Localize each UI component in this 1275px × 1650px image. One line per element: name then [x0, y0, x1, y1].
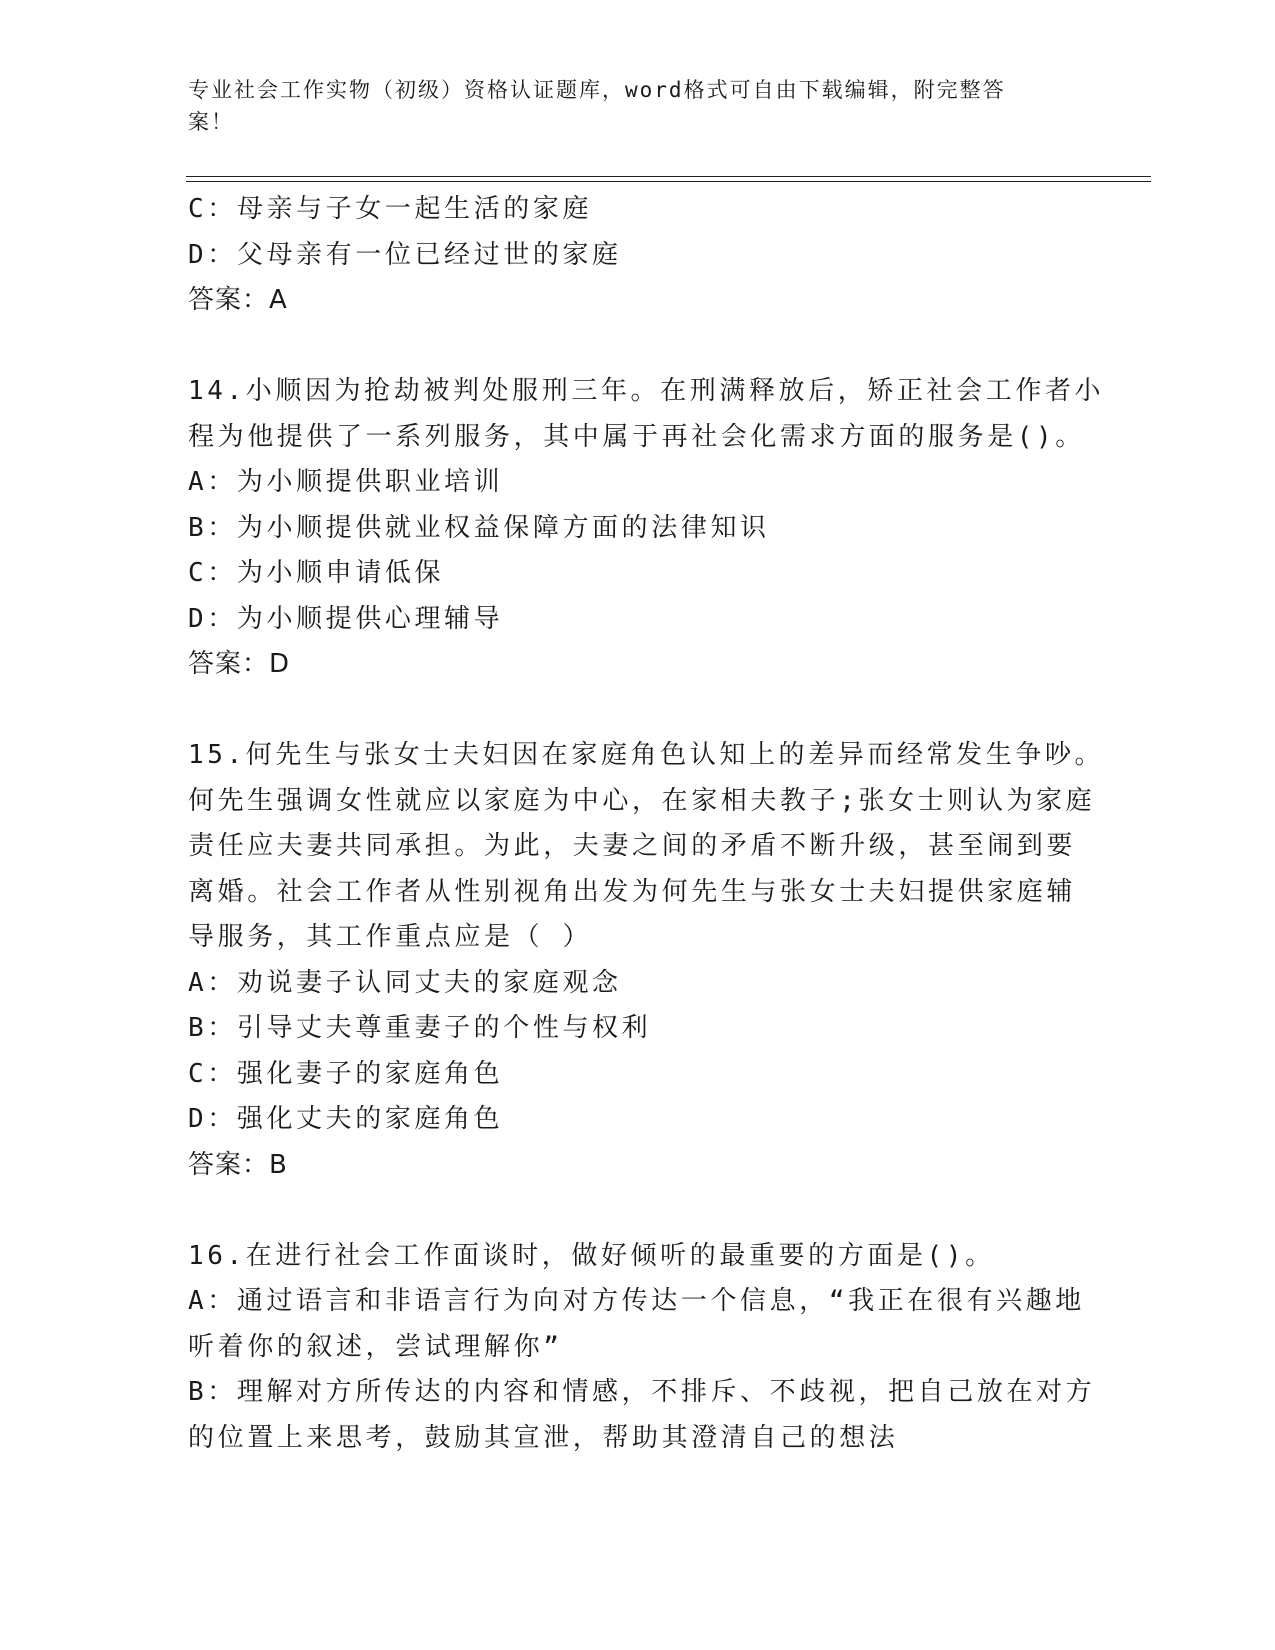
- header-divider-top: [186, 176, 1151, 177]
- q15-answer: 答案：B: [188, 1149, 288, 1180]
- q16-stem-line-1: 16.在进行社会工作面谈时，做好倾听的最重要的方面是()。: [188, 1240, 995, 1271]
- q15-option-c: C：强化妻子的家庭角色: [188, 1058, 504, 1089]
- q15-stem-line-2: 何先生强调女性就应以家庭为中心，在家相夫教子;张女士则认为家庭: [188, 785, 1096, 816]
- q15-stem-line-5: 导服务，其工作重点应是（ ）: [188, 922, 593, 952]
- q14-option-a: A：为小顺提供职业培训: [188, 467, 504, 497]
- question-15: [188, 733, 1105, 1188]
- question-14: [188, 369, 1105, 688]
- q14-stem-line-1: 14.小顺因为抢劫被判处服刑三年。在刑满释放后，矫正社会工作者小: [188, 376, 1105, 406]
- q16-option-b-line-1: B：理解对方所传达的内容和情感，不排斥、不歧视，把自己放在对方: [188, 1377, 1096, 1407]
- q13-option-c: C：母亲与子女一起生活的家庭: [188, 194, 593, 224]
- q15-stem-line-3: 责任应夫妻共同承担。为此，夫妻之间的矛盾不断升级，甚至闹到要: [188, 831, 1077, 861]
- q16-option-a-line-1: A：通过语言和非语言行为向对方传达一个信息，“我正在很有兴趣地: [188, 1286, 1085, 1316]
- q14-option-b: B：为小顺提供就业权益保障方面的法律知识: [188, 512, 770, 543]
- q15-option-b: B：引导丈夫尊重妻子的个性与权利: [188, 1013, 652, 1043]
- q15-stem-line-4: 离婚。社会工作者从性别视角出发为何先生与张女士夫妇提供家庭辅: [188, 876, 1077, 907]
- q14-answer: 答案：D: [188, 649, 291, 679]
- spacer: [188, 324, 1088, 370]
- q16-option-a-line-2: 听着你的叙述，尝试理解你”: [188, 1331, 563, 1362]
- document-body: [188, 187, 1105, 1461]
- document-header: [188, 74, 1068, 138]
- spacer: [188, 1188, 1088, 1234]
- q13-answer: 答案：A: [188, 285, 288, 315]
- q14-option-d: D：为小顺提供心理辅导: [188, 603, 504, 634]
- q13-option-d: D：父母亲有一位已经过世的家庭: [188, 239, 622, 270]
- header-divider-bottom: [186, 181, 1151, 182]
- q15-stem-line-1: 15.何先生与张女士夫妇因在家庭角色认知上的差异而经常发生争吵。: [188, 740, 1105, 770]
- q15-option-a: A：劝说妻子认同丈夫的家庭观念: [188, 967, 622, 998]
- q14-stem-line-2: 程为他提供了一系列服务，其中属于再社会化需求方面的服务是()。: [188, 421, 1085, 452]
- question-16: [188, 1234, 1096, 1462]
- q15-option-d: D：强化丈夫的家庭角色: [188, 1104, 504, 1134]
- question-13-tail: [188, 187, 1088, 324]
- header-line-1: 专业社会工作实物（初级）资格认证题库，word格式可自由下载编辑，附完整答: [188, 78, 1006, 102]
- spacer: [188, 688, 1088, 734]
- q16-option-b-line-2: 的位置上来思考，鼓励其宣泄，帮助其澄清自己的想法: [188, 1422, 899, 1453]
- header-line-2: 案！: [188, 110, 234, 134]
- q14-option-c: C：为小顺申请低保: [188, 558, 445, 588]
